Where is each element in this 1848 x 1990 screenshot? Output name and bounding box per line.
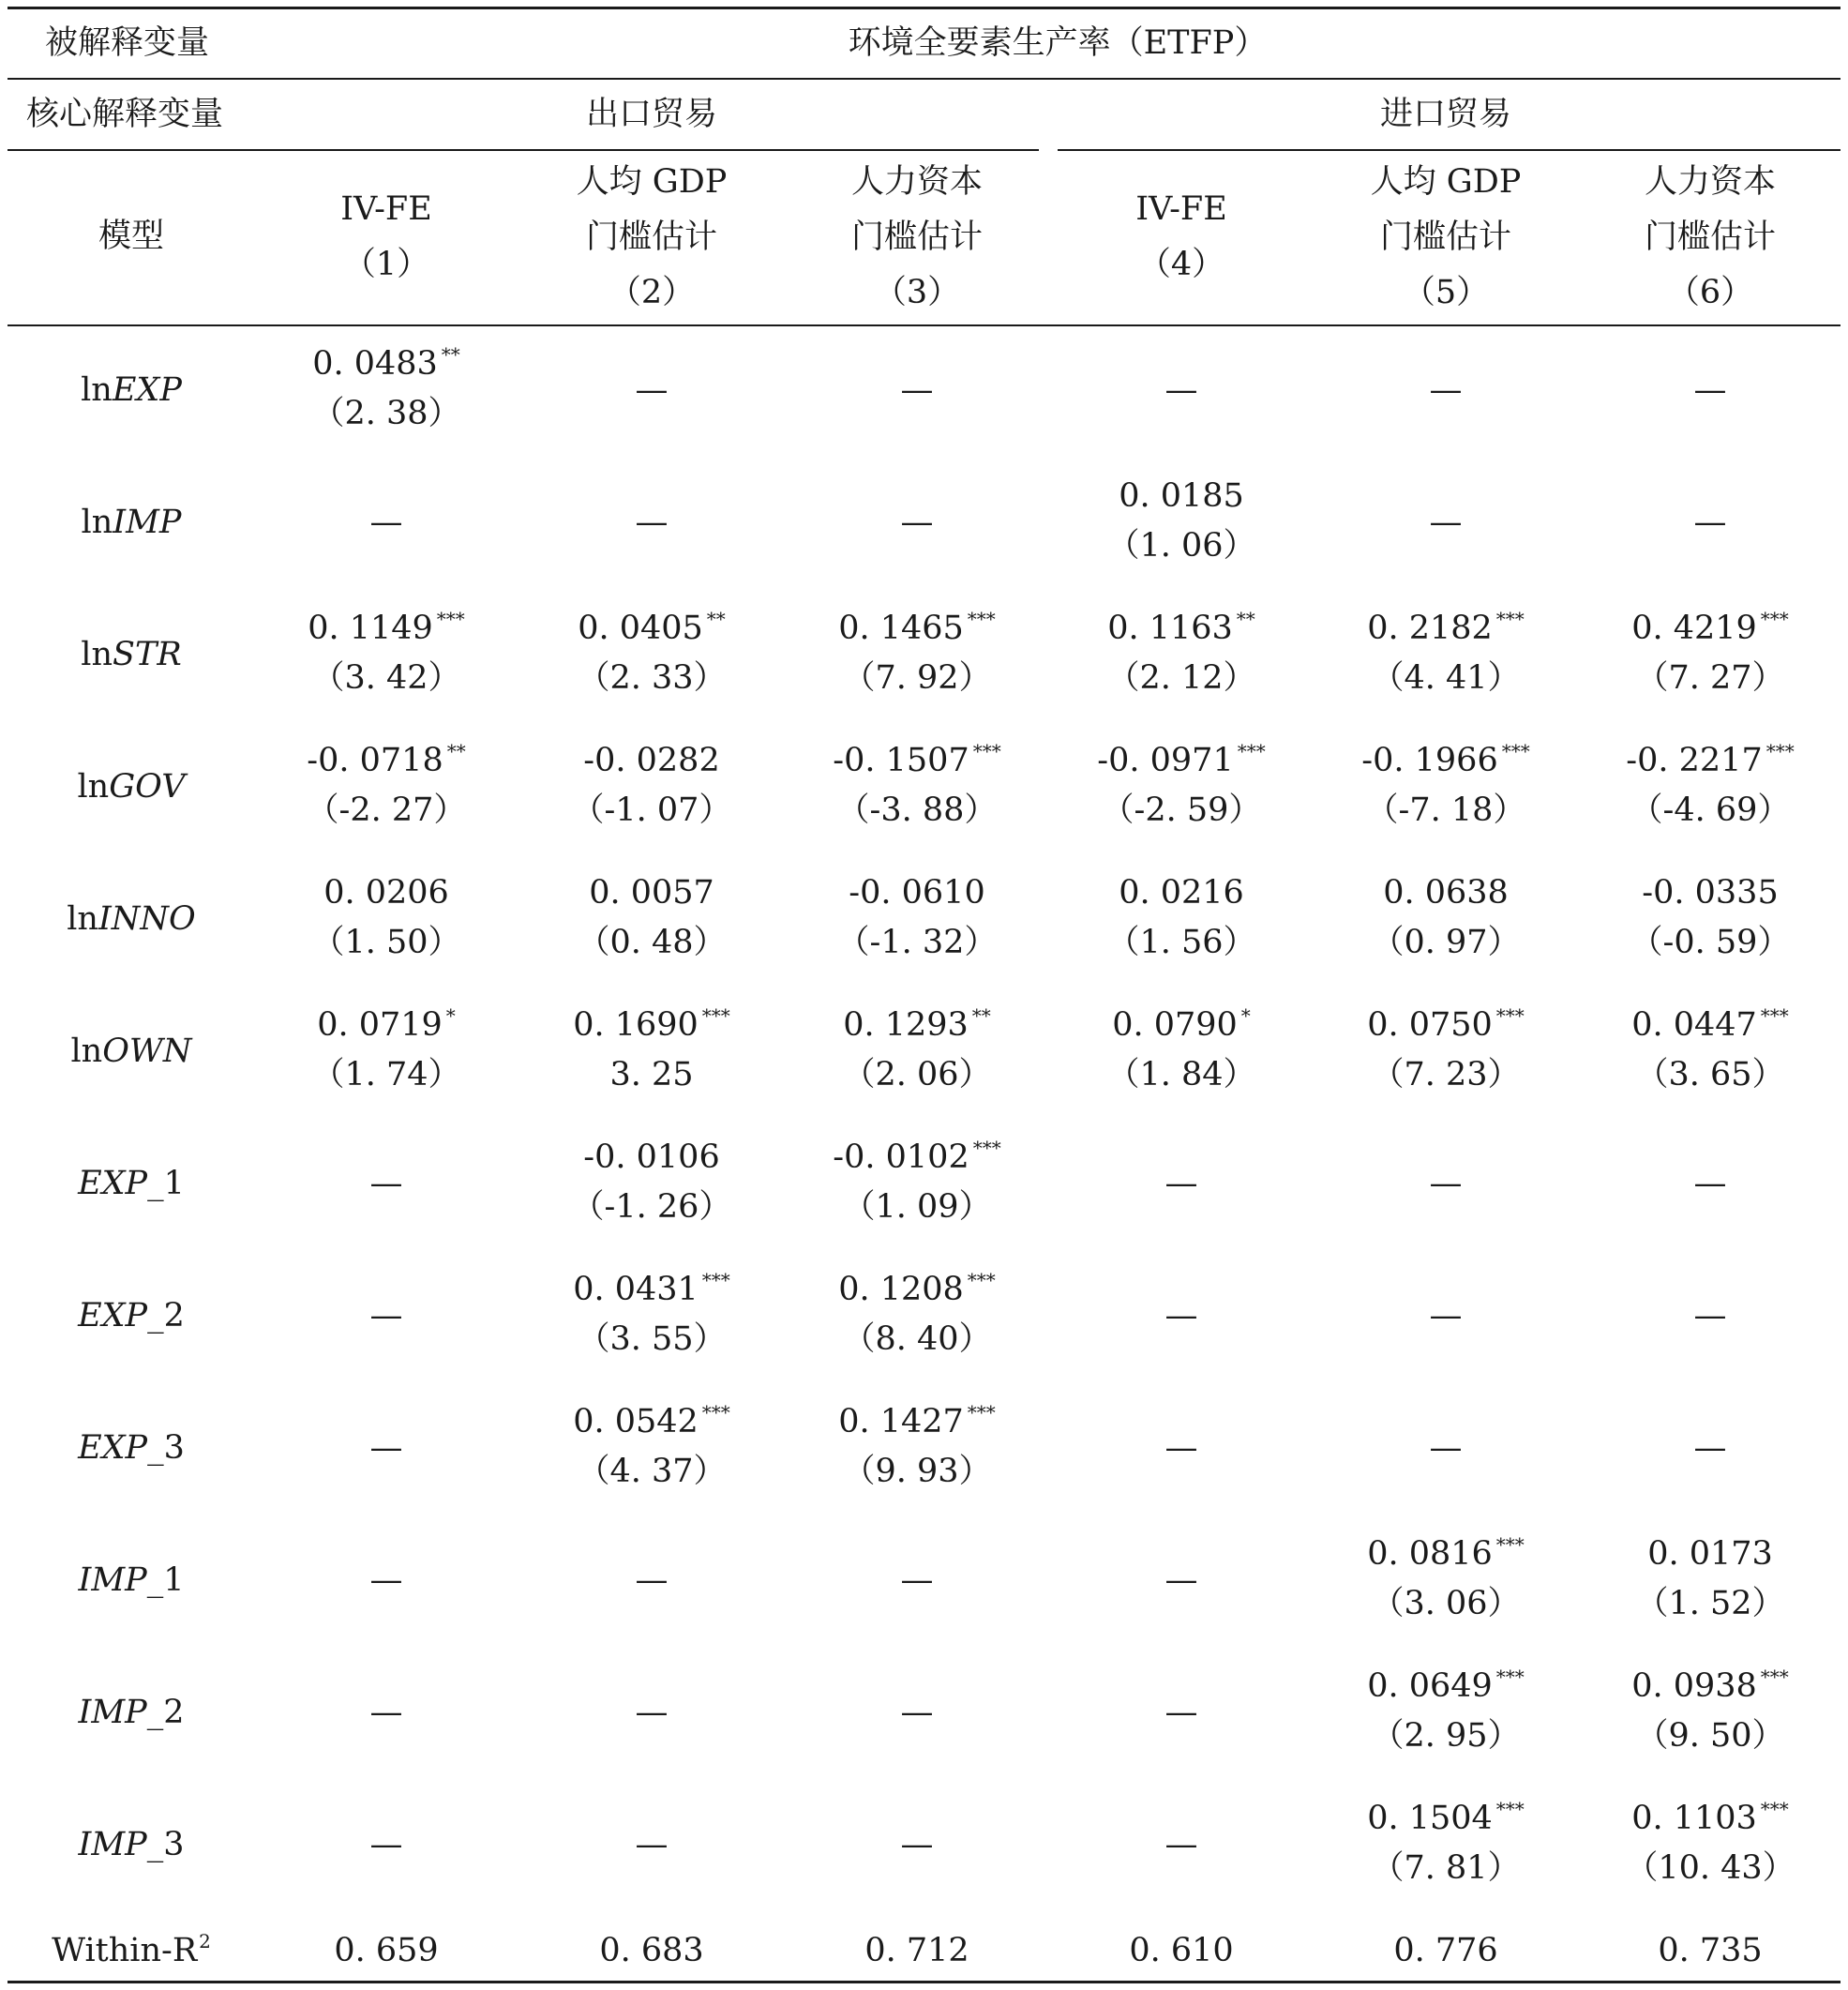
- t-statistic: （-1. 26）: [571, 1188, 732, 1226]
- coefficient: -0. 0610: [849, 874, 985, 912]
- column-header-4: IV-FE: [1135, 190, 1227, 228]
- t-statistic: （7. 92）: [842, 659, 992, 697]
- empty-cell-dash: —: [1693, 1165, 1727, 1202]
- dependent-value: 环境全要素生产率（ETFP）: [848, 24, 1268, 62]
- empty-cell-dash: —: [900, 371, 934, 409]
- model-label: 模型: [98, 218, 165, 255]
- significance-stars: ***: [972, 740, 1001, 762]
- t-statistic: （-2. 27）: [306, 791, 467, 829]
- t-statistic: （9. 50）: [1635, 1717, 1785, 1755]
- row-label: IMP_3: [78, 1826, 185, 1863]
- header-rule-1: [8, 78, 1840, 80]
- coefficient: 0. 1149 ***: [308, 608, 465, 647]
- coefficient: 0. 1690 ***: [573, 1004, 730, 1044]
- empty-cell-dash: —: [1164, 1826, 1198, 1863]
- row-label: lnEXP: [81, 371, 182, 409]
- empty-cell-dash: —: [369, 1561, 403, 1599]
- export-group-label: 出口贸易: [585, 96, 718, 133]
- t-statistic: （2. 12）: [1106, 659, 1256, 697]
- significance-stars: **: [446, 740, 466, 762]
- t-statistic: （-1. 07）: [571, 791, 732, 829]
- column-header-1: IV-FE: [340, 190, 432, 228]
- coefficient: 0. 0649 ***: [1367, 1666, 1525, 1705]
- empty-cell-dash: —: [369, 1694, 403, 1731]
- t-statistic: （2. 38）: [311, 395, 461, 432]
- empty-cell-dash: —: [900, 1694, 934, 1731]
- t-statistic: （-7. 18）: [1365, 791, 1526, 829]
- significance-stars: ***: [967, 1401, 996, 1424]
- row-label: lnINNO: [67, 900, 196, 938]
- empty-cell-dash: —: [369, 1826, 403, 1863]
- row-label: IMP_2: [78, 1694, 185, 1731]
- coefficient: 0. 0431 ***: [573, 1269, 730, 1308]
- column-header-5: 人均 GDP: [1370, 163, 1522, 201]
- column-header-4: （4）: [1137, 246, 1225, 283]
- empty-cell-dash: —: [1693, 371, 1727, 409]
- t-statistic: （-2. 59）: [1101, 791, 1262, 829]
- header-rule-3: [8, 324, 1840, 326]
- coefficient: -0. 1507 ***: [833, 740, 1001, 779]
- empty-cell-dash: —: [900, 1826, 934, 1863]
- coefficient: 0. 1293 **: [843, 1004, 991, 1044]
- t-statistic: （10. 43）: [1625, 1849, 1795, 1887]
- coefficient: 0. 4219 ***: [1631, 608, 1789, 647]
- significance-stars: **: [441, 343, 460, 366]
- t-statistic: （2. 06）: [842, 1056, 992, 1093]
- coefficient: 0. 0483 **: [312, 343, 460, 383]
- coefficient: -0. 0282: [583, 742, 720, 779]
- empty-cell-dash: —: [900, 1561, 934, 1599]
- within-r2-value: 0. 712: [864, 1932, 969, 1969]
- t-statistic: （0. 97）: [1371, 924, 1521, 961]
- empty-cell-dash: —: [1429, 1297, 1463, 1334]
- significance-stars: ***: [1495, 608, 1525, 630]
- t-statistic: （7. 23）: [1371, 1056, 1521, 1093]
- t-statistic: （0. 48）: [577, 924, 727, 961]
- coefficient: -0. 0335: [1642, 874, 1779, 912]
- coefficient: 0. 0750 ***: [1367, 1004, 1525, 1044]
- empty-cell-dash: —: [1429, 371, 1463, 409]
- t-statistic: （1. 56）: [1106, 924, 1256, 961]
- coefficient: -0. 2217 ***: [1626, 740, 1795, 779]
- t-statistic: （8. 40）: [842, 1320, 992, 1358]
- coefficient: 0. 0542 ***: [573, 1401, 730, 1440]
- significance-stars: ***: [701, 1004, 730, 1027]
- empty-cell-dash: —: [1164, 1165, 1198, 1202]
- significance-stars: ***: [1495, 1666, 1525, 1688]
- significance-stars: ***: [1495, 1798, 1525, 1820]
- t-statistic: （3. 55）: [577, 1320, 727, 1358]
- within-r2-label: Within-R $^2$: [52, 1930, 211, 1969]
- t-statistic: （7. 27）: [1635, 659, 1785, 697]
- column-header-5: 门槛估计: [1379, 219, 1512, 256]
- empty-cell-dash: —: [900, 504, 934, 541]
- t-statistic: （2. 33）: [577, 659, 727, 697]
- empty-cell-dash: —: [635, 504, 669, 541]
- within-r2-value: 0. 776: [1393, 1932, 1498, 1969]
- coefficient: 0. 1465 ***: [838, 608, 996, 647]
- significance-stars: ***: [1501, 740, 1530, 762]
- coefficient: -0. 1966 ***: [1361, 740, 1530, 779]
- empty-cell-dash: —: [1429, 1165, 1463, 1202]
- significance-stars: ***: [1760, 1004, 1789, 1027]
- row-label: IMP_1: [78, 1561, 185, 1599]
- column-header-6: 人力资本: [1644, 163, 1777, 201]
- empty-cell-dash: —: [1693, 1429, 1727, 1467]
- t-statistic: 3. 25: [609, 1056, 694, 1093]
- t-statistic: （1. 06）: [1106, 527, 1256, 565]
- empty-cell-dash: —: [635, 1826, 669, 1863]
- t-statistic: （1. 52）: [1635, 1585, 1785, 1622]
- coefficient: -0. 0102 ***: [833, 1137, 1001, 1176]
- empty-cell-dash: —: [1693, 1297, 1727, 1334]
- significance-stars: *: [445, 1004, 456, 1027]
- significance-stars: ***: [1495, 1533, 1525, 1556]
- empty-cell-dash: —: [369, 1297, 403, 1334]
- significance-stars: ***: [1495, 1004, 1525, 1027]
- core-label: 核心解释变量: [26, 96, 224, 133]
- row-label: EXP_3: [78, 1429, 185, 1467]
- significance-stars: ***: [1765, 740, 1795, 762]
- significance-stars: ***: [1760, 608, 1789, 630]
- empty-cell-dash: —: [635, 1561, 669, 1599]
- empty-cell-dash: —: [1693, 504, 1727, 541]
- empty-cell-dash: —: [1429, 504, 1463, 541]
- empty-cell-dash: —: [369, 1165, 403, 1202]
- within-r2-value: 0. 735: [1658, 1932, 1763, 1969]
- coefficient: 0. 1103 ***: [1631, 1798, 1789, 1837]
- t-statistic: （3. 42）: [311, 659, 461, 697]
- empty-cell-dash: —: [1164, 371, 1198, 409]
- significance-stars: **: [971, 1004, 991, 1027]
- row-label: lnGOV: [77, 768, 186, 806]
- t-statistic: （-3. 88）: [836, 791, 998, 829]
- significance-stars: ***: [967, 608, 996, 630]
- significance-stars: ***: [701, 1269, 730, 1291]
- t-statistic: （-0. 59）: [1630, 924, 1791, 961]
- coefficient: 0. 0206: [323, 874, 449, 912]
- within-r2-value: 0. 610: [1129, 1932, 1234, 1969]
- significance-stars: ***: [967, 1269, 996, 1291]
- t-statistic: （4. 37）: [577, 1453, 727, 1490]
- significance-stars: *: [1240, 1004, 1251, 1027]
- coefficient: 0. 0938 ***: [1631, 1666, 1789, 1705]
- t-statistic: （3. 65）: [1635, 1056, 1785, 1093]
- coefficient: 0. 0816 ***: [1367, 1533, 1525, 1573]
- significance-stars: ***: [1760, 1798, 1789, 1820]
- column-header-5: （5）: [1402, 274, 1490, 311]
- t-statistic: （1. 09）: [842, 1188, 992, 1226]
- empty-cell-dash: —: [635, 371, 669, 409]
- empty-cell-dash: —: [1164, 1694, 1198, 1731]
- top-rule: [8, 7, 1840, 9]
- significance-stars: **: [1236, 608, 1255, 630]
- coefficient: 0. 0638: [1383, 874, 1509, 912]
- within-r2-value: 0. 683: [599, 1932, 704, 1969]
- column-header-2: 人均 GDP: [576, 163, 728, 201]
- empty-cell-dash: —: [369, 504, 403, 541]
- bottom-rule: [8, 1981, 1840, 1983]
- column-header-3: （3）: [873, 274, 961, 311]
- t-statistic: （1. 84）: [1106, 1056, 1256, 1093]
- coefficient: 0. 0185: [1119, 477, 1244, 515]
- coefficient: 0. 1208 ***: [838, 1269, 996, 1308]
- coefficient: 0. 0790 *: [1112, 1004, 1251, 1044]
- coefficient: 0. 0447 ***: [1631, 1004, 1789, 1044]
- t-statistic: （1. 74）: [311, 1056, 461, 1093]
- t-statistic: （2. 95）: [1371, 1717, 1521, 1755]
- t-statistic: （4. 41）: [1371, 659, 1521, 697]
- coefficient: 0. 1163 **: [1107, 608, 1255, 647]
- import-group-label: 进口贸易: [1379, 96, 1512, 133]
- significance-stars: ***: [972, 1137, 1001, 1159]
- significance-stars: **: [706, 608, 726, 630]
- coefficient: 0. 0719 *: [317, 1004, 456, 1044]
- row-label: EXP_2: [78, 1297, 185, 1334]
- t-statistic: （3. 06）: [1371, 1585, 1521, 1622]
- t-statistic: （1. 50）: [311, 924, 461, 961]
- coefficient: -0. 0971 ***: [1097, 740, 1266, 779]
- empty-cell-dash: —: [1429, 1429, 1463, 1467]
- coefficient: 0. 0173: [1647, 1535, 1773, 1573]
- t-statistic: （7. 81）: [1371, 1849, 1521, 1887]
- significance-stars: ***: [1760, 1666, 1789, 1688]
- coefficient: -0. 0718 **: [307, 740, 466, 779]
- empty-cell-dash: —: [1164, 1429, 1198, 1467]
- coefficient: 0. 1504 ***: [1367, 1798, 1525, 1837]
- significance-stars: ***: [1237, 740, 1266, 762]
- empty-cell-dash: —: [1164, 1297, 1198, 1334]
- row-label: lnOWN: [70, 1033, 192, 1070]
- column-header-6: （6）: [1666, 274, 1754, 311]
- empty-cell-dash: —: [635, 1694, 669, 1731]
- column-header-3: 门槛估计: [850, 219, 984, 256]
- coefficient: -0. 0106: [583, 1138, 720, 1176]
- coefficient: 0. 0057: [589, 874, 714, 912]
- row-label: lnIMP: [81, 504, 182, 541]
- coefficient: 0. 0216: [1119, 874, 1244, 912]
- export-group-rule: [8, 149, 1039, 151]
- column-header-6: 门槛估计: [1644, 219, 1777, 256]
- coefficient: 0. 0405 **: [578, 608, 726, 647]
- coefficient: 0. 2182 ***: [1367, 608, 1525, 647]
- t-statistic: （-4. 69）: [1630, 791, 1791, 829]
- import-group-rule: [1058, 149, 1840, 151]
- column-header-1: （1）: [342, 246, 430, 283]
- column-header-3: 人力资本: [850, 163, 984, 201]
- significance-stars: ***: [436, 608, 465, 630]
- row-label: EXP_1: [78, 1165, 185, 1202]
- dependent-label: 被解释变量: [45, 24, 210, 62]
- row-label: lnSTR: [81, 636, 182, 673]
- empty-cell-dash: —: [369, 1429, 403, 1467]
- column-header-2: （2）: [608, 274, 696, 311]
- empty-cell-dash: —: [1164, 1561, 1198, 1599]
- t-statistic: （-1. 32）: [836, 924, 998, 961]
- significance-stars: ***: [701, 1401, 730, 1424]
- column-header-2: 门槛估计: [585, 219, 718, 256]
- within-r2-value: 0. 659: [334, 1932, 439, 1969]
- coefficient: 0. 1427 ***: [838, 1401, 996, 1440]
- t-statistic: （9. 93）: [842, 1453, 992, 1490]
